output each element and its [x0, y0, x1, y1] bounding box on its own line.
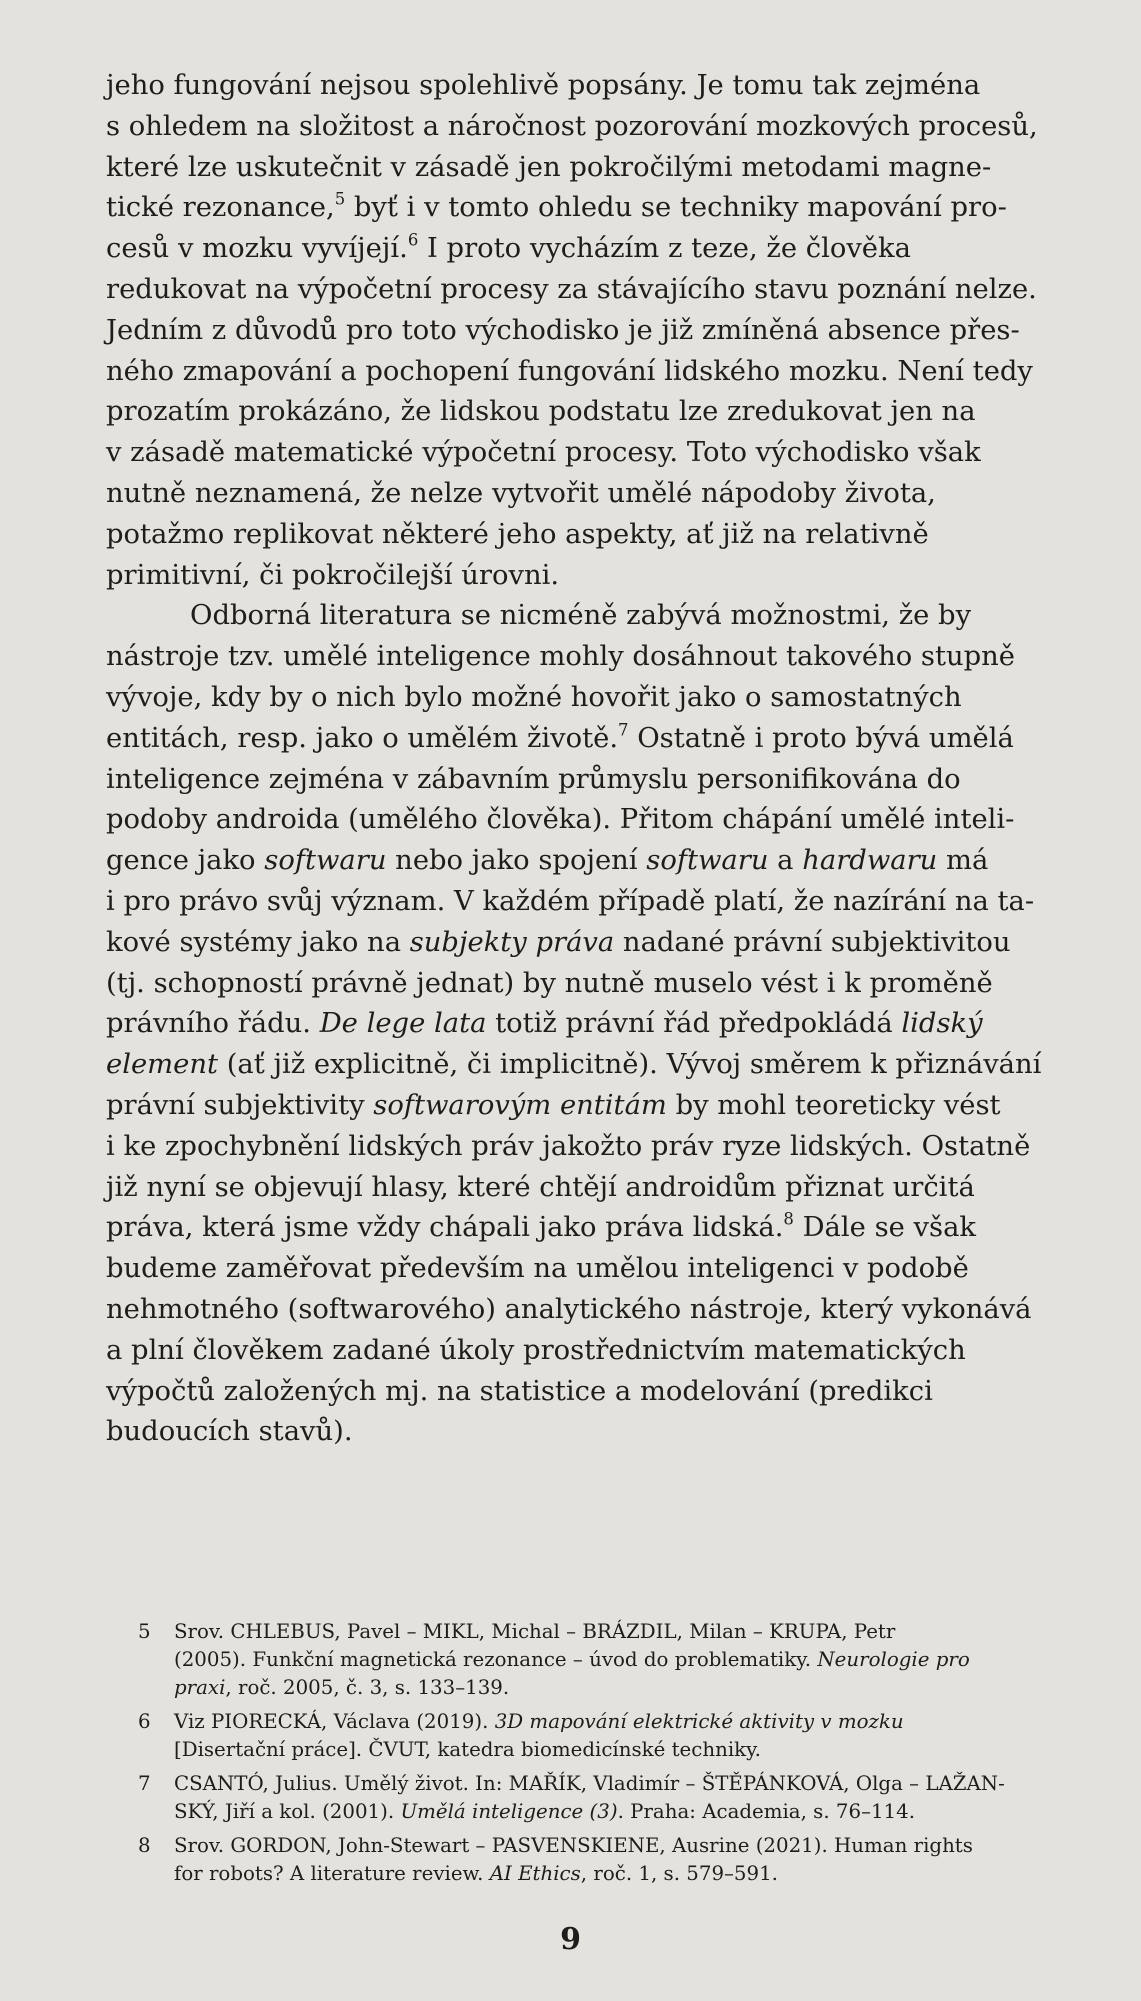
text-line: Odborná literatura se nicméně zabývá možnostmi, že by	[190, 600, 972, 632]
italic-span: lidský	[901, 1008, 983, 1040]
text-line: práva, která jsme vždy chápali jako práva lidská.$^8$ Dále se však	[106, 1209, 976, 1244]
text-line: právní subjektivity softwarovým entitám by mohl teoreticky vést	[106, 1089, 1001, 1121]
footnote-ref: 7	[618, 720, 629, 740]
text-line: a plní člověkem zadané úkoly prostřednictvím matematických	[106, 1334, 966, 1366]
text-line: primitivní, či pokročilejší úrovni.	[106, 559, 560, 591]
footnote	[138, 1708, 1094, 1764]
text-line: prozatím prokázáno, že lidskou podstatu lze zredukovat jen na	[106, 396, 976, 428]
italic-span: softwarovým entitám	[373, 1089, 667, 1121]
footnote-line: for robots? A literature review. AI Ethics, roč. 1, s. 579–591.	[174, 1862, 778, 1885]
text-line: vývoje, kdy by o nich bylo možné hovořit jako o samostatných	[106, 681, 962, 713]
italic-span: Neurologie pro	[817, 1648, 970, 1671]
italic-span: Umělá inteligence (3)	[400, 1800, 618, 1823]
text-line: právního řádu. De lege lata totiž právní řád předpokládá lidský	[106, 1008, 983, 1040]
italic-span: 3D mapování elektrické aktivity v mozku	[494, 1710, 904, 1733]
footnote-line: praxi, roč. 2005, č. 3, s. 133–139.	[174, 1676, 510, 1699]
text-line: i pro právo svůj význam. V každém případě platí, že nazírání na ta-	[106, 885, 1035, 917]
text-line: entitách, resp. jako o umělém životě.$^7$ Ostatně i proto bývá umělá	[106, 720, 1014, 754]
italic-span: softwaru	[646, 845, 769, 877]
italic-span: praxi	[174, 1676, 226, 1699]
text-line: budoucích stavů).	[106, 1416, 353, 1448]
italic-span: hardwaru	[802, 845, 938, 877]
footnote-line: Viz PIORECKÁ, Václava (2019). 3D mapování elektrické aktivity v mozku	[174, 1710, 904, 1733]
footnote-line: CSANTÓ, Julius. Umělý život. In: MAŘÍK, Vladimír – ŠTĚPÁNKOVÁ, Olga – LAŽAN-	[174, 1772, 1005, 1795]
text-line: podoby androida (umělého člověka). Přitom chápání umělé inteli-	[106, 804, 1015, 836]
text-line: nutně neznamená, že nelze vytvořit umělé nápodoby života,	[106, 477, 936, 509]
text-line: nehmotného (softwarového) analytického nástroje, který vykonává	[106, 1293, 1032, 1325]
text-line: gence jako softwaru nebo jako spojení softwaru a hardwaru má	[106, 845, 989, 877]
text-line: Jedním z důvodů pro toto východisko je již zmíněná absence přes-	[106, 314, 1020, 346]
footnote-line: (2005). Funkční magnetická rezonance – úvod do problematiky. Neurologie pro	[174, 1648, 970, 1671]
footnote-number: 7	[138, 1772, 151, 1795]
footnote	[138, 1618, 1094, 1702]
text-line: kové systémy jako na subjekty práva nadané právní subjektivitou	[106, 926, 1011, 958]
footnote-ref: 6	[407, 230, 419, 250]
footnotes	[138, 1618, 1094, 1894]
text-line: redukovat na výpočetní procesy za stávajícího stavu poznání nelze.	[106, 273, 1037, 305]
footnote-line: Srov. CHLEBUS, Pavel – MIKL, Michal – BRÁZDIL, Milan – KRUPA, Petr	[174, 1620, 896, 1643]
footnote	[138, 1770, 1094, 1826]
text-line: tické rezonance,$^5$ byť i v tomto ohledu se techniky mapování pro-	[106, 189, 1007, 224]
text-line: s ohledem na složitost a náročnost pozorování mozkových procesů,	[106, 110, 1038, 142]
footnote-number: 8	[138, 1834, 151, 1857]
italic-span: subjekty práva	[409, 926, 615, 958]
text-line: (tj. schopností právně jednat) by nutně muselo vést i k proměně	[106, 967, 993, 999]
footnote-number: 6	[138, 1710, 151, 1733]
footnote-ref: 8	[783, 1209, 794, 1229]
footnote-line: SKÝ, Jiří a kol. (2001). Umělá inteligence (3). Praha: Academia, s. 76–114.	[174, 1800, 916, 1823]
italic-span: De lege lata	[319, 1008, 487, 1040]
italic-span: AI Ethics	[489, 1862, 581, 1885]
body-text	[106, 66, 1116, 1453]
italic-span: softwaru	[264, 845, 387, 877]
text-line: již nyní se objevují hlasy, které chtějí androidům přiznat určitá	[106, 1171, 975, 1203]
text-line: které lze uskutečnit v zásadě jen pokročilými metodami magne-	[106, 151, 992, 183]
italic-span: element	[106, 1049, 219, 1081]
text-line: jeho fungování nejsou spolehlivě popsány. Je tomu tak zejména	[106, 70, 981, 101]
text-line: potažmo replikovat některé jeho aspekty, ať již na relativně	[106, 518, 929, 550]
text-line: nástroje tzv. umělé inteligence mohly dosáhnout takového stupně	[106, 641, 1015, 673]
text-line: budeme zaměřovat především na umělou inteligenci v podobě	[106, 1253, 969, 1285]
footnote-number: 5	[138, 1620, 151, 1643]
text-line: inteligence zejména v zábavním průmyslu personifikována do	[106, 763, 961, 795]
footnote-line: [Disertační práce]. ČVUT, katedra biomedicínské techniky.	[174, 1738, 761, 1761]
page-number: 9	[560, 1922, 581, 1957]
text-line: element (ať již explicitně, či implicitně). Vývoj směrem k přiznávání	[106, 1049, 1042, 1081]
text-line: ného zmapování a pochopení fungování lidského mozku. Není tedy	[106, 355, 1033, 387]
footnote-ref: 5	[334, 189, 346, 209]
text-line: cesů v mozku vyvíjejí.$^6$ I proto vycházím z teze, že člověka	[106, 230, 911, 265]
text-line: výpočtů založených mj. na statistice a modelování (predikci	[106, 1375, 933, 1407]
text-line: v zásadě matematické výpočetní procesy. Toto východisko však	[106, 437, 981, 469]
footnote	[138, 1832, 1094, 1888]
text-line: i ke zpochybnění lidských práv jakožto práv ryze lidských. Ostatně	[106, 1130, 1031, 1162]
footnote-line: Srov. GORDON, John-Stewart – PASVENSKIENE, Ausrine (2021). Human rights	[174, 1834, 973, 1857]
